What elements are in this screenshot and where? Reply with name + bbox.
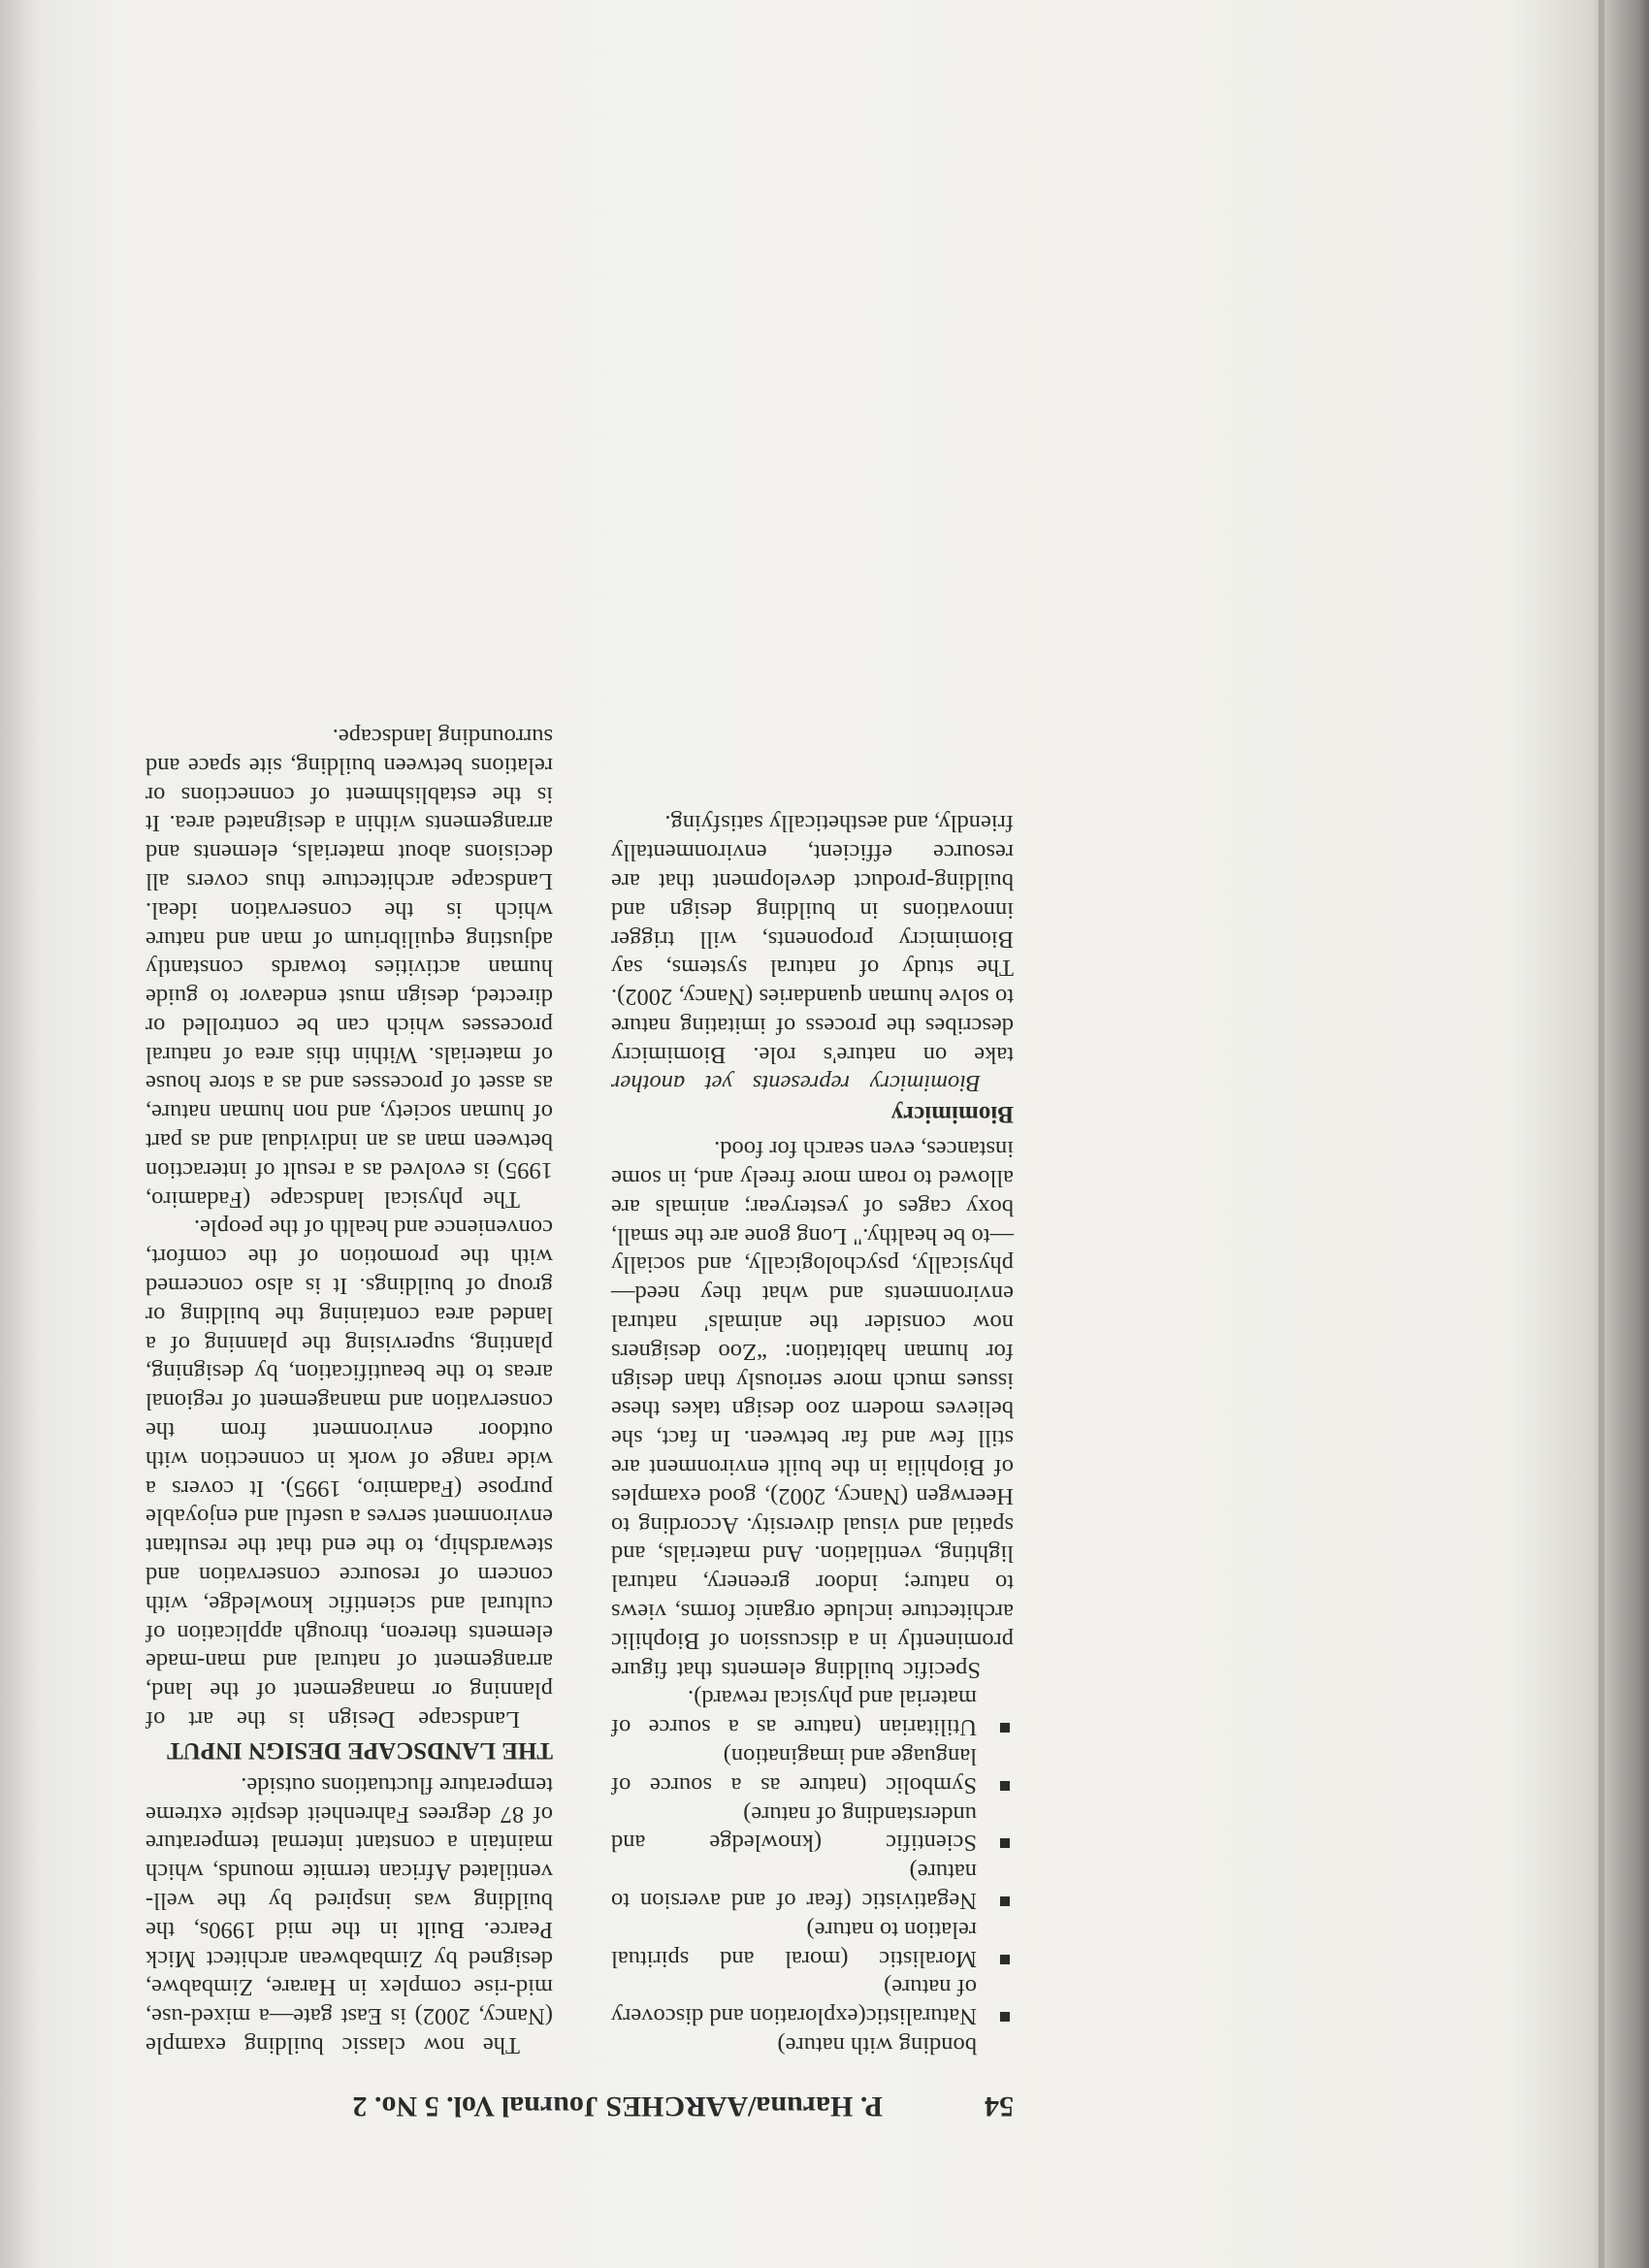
- paragraph-physical-landscape: The physical landscape (Fadamiro, 1995) is evolved as a result of interaction between man as an individual and as part of human society, and non human nature, as asset of processes and as a store house of materials. Within this area of natural processes which can be controlled or directed, design must endeavor to guide human activities towards constantly adjusting equilibrium of man and nature which is the conservation ideal. Landscape architecture thus covers all decisions about materials, elements and arrangements within a designated area. It is the establishment of connections or relations between building, site space and surrounding landscape.: [146, 723, 553, 1213]
- page-number: 54: [985, 2090, 1014, 2122]
- list-item-text: Negativistic (fear of and aversion to nature): [611, 1859, 977, 1915]
- paragraph-biomimicry: [611, 809, 1014, 1098]
- square-bullet-icon: [1000, 1781, 1010, 1791]
- paragraph-eastgate: The now classic building example (Nancy, 2002) is East gate—a mixed-use, mid-rise complex in Harare, Zimbabwe, designed by Zimbabwean architect Mick Pearce. Built in the mid 1990s, the building was inspired by the well-ventilated African termite mounds, which maintain a constant internal temperature of 87 degrees Fahrenheit despite extreme temperature fluctuations outside.: [146, 1771, 553, 2058]
- list-item-text: Utilitarian (nature as a source of material and physical reward).: [611, 1685, 977, 1741]
- list-item: [611, 1741, 1014, 1799]
- running-head: P. Haruna/AARCHES Journal Vol. 5 No. 2: [352, 2090, 883, 2122]
- list-item-text: Scientific (knowledge and understanding of nature): [611, 1800, 977, 1857]
- list-item-text: Moralistic (moral and spiritual relation to nature): [611, 1916, 977, 1972]
- square-bullet-icon: [1000, 1723, 1010, 1733]
- section-heading-biomimicry: Biomimicry: [890, 1101, 1014, 1128]
- list-item: [611, 1799, 1014, 1858]
- list-item-text: bonding with nature): [777, 2032, 977, 2058]
- list-item: [611, 1973, 1014, 2031]
- list-item: [611, 2030, 1014, 2059]
- paragraph-landscape-definition: Landscape Design is the art of planning or management of the land, arrangement of natural and man-made elements thereon, through application of cultural and scientific knowledge, with concern of resource conservation and stewardship, to the end that the resultant environment serves a useful and enjoyable purpose (Fadamiro, 1995). It covers a wide range of work in connection with outdoor environment from the conservation and management of regional areas to the beautification, by designing, planting, supervising the planning of a landed area containing the building or group of buildings. It is also concerned with the promotion of the comfort, convenience and health of the people.: [146, 1215, 553, 1733]
- square-bullet-icon: [1000, 1896, 1010, 1906]
- paragraph-rest: take on nature's role. Biomimicry describes the process of imitating nature to solve human quandaries (Nancy, 2002). The study of natural systems, say Biomimicry proponents, will trigger innovations in building design and building-product development that are resource efficient, environmentally friendly, and aesthetically satisfying.: [611, 810, 1014, 1068]
- list-item-text: Naturalistic(exploration and discovery of nature): [611, 1974, 977, 2030]
- biophilia-values-list: [611, 1684, 1014, 2059]
- list-item-text: Symbolic (nature as a source of language and imagination): [611, 1743, 977, 1798]
- section-heading-landscape: THE LANDSCAPE DESIGN INPUT: [167, 1737, 553, 1765]
- list-item: [611, 1857, 1014, 1915]
- square-bullet-icon: [1000, 1955, 1010, 1964]
- square-bullet-icon: [1000, 1838, 1010, 1848]
- list-item: [611, 1915, 1014, 1973]
- left-column: [611, 809, 1014, 2059]
- list-item: [611, 1684, 1014, 1742]
- square-bullet-icon: [1000, 2012, 1010, 2022]
- italic-lead: Biomimicry represents yet another: [611, 1070, 981, 1097]
- page-header: [44, 2084, 1014, 2122]
- journal-page: [146, 124, 1591, 2122]
- paragraph-biophilic-elements: Specific building elements that figure prominently in a discussion of Biophilic architecture include organic forms, views to nature; indoor greenery, natural lighting, ventilation. And materials, and spatial and visual diversity. According to Heerwgen (Nancy, 2002), good examples of Biophilia in the built environment are still few and far between. In fact, she believes modern zoo design takes these issues much more seriously than design for human habitation: “Zoo designers now consider the animals' natural environments and what they need—physically, psychologically, and socially—to be healthy." Long gone are the small, boxy cages of yesteryear; animals are allowed to roam more freely and, in some instances, even search for food.: [611, 1136, 1014, 1683]
- right-column: [146, 722, 553, 2059]
